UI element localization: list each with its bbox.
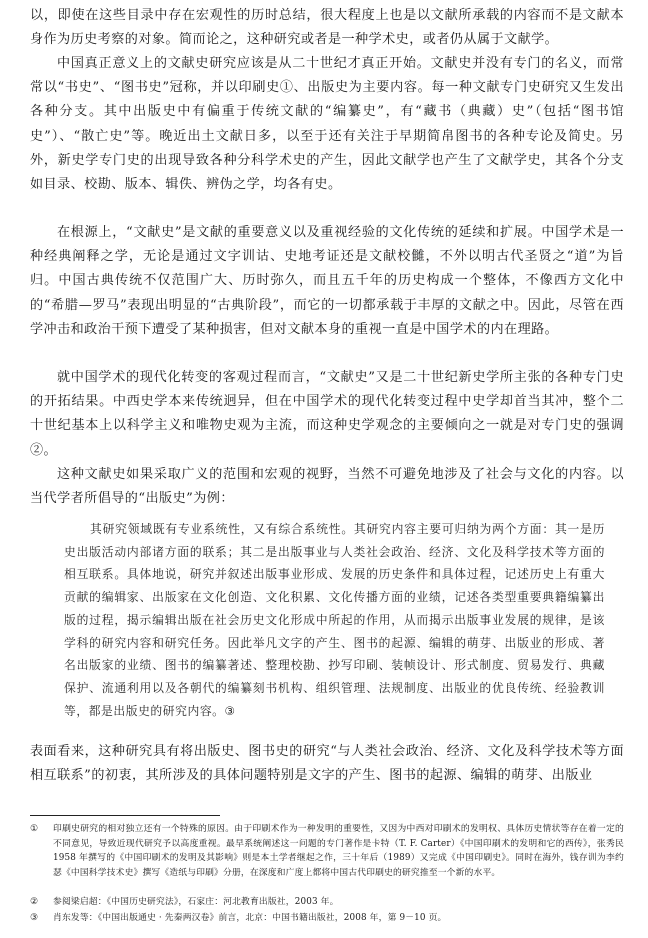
- footnote-mark: ①: [30, 824, 39, 834]
- paragraph-surface-view: 表面看来，这种研究具有将出版史、图书史的研究“与人类社会政治、经济、文化及科学技术等方面相互联系”的初衷，其所涉及的具体问题特别是文字的产生、图书的起源、编辑的萌芽、出版业: [30, 744, 624, 784]
- footnote-mark: ②: [30, 897, 39, 907]
- block-quote: 其研究领域既有专业系统性，又有综合系统性。其研究内容主要可归纳为两个方面：其一是历史出版活动内部诸方面的联系；其二是出版事业与人类社会政治、经济、文化及科学技术等方面的相互联系。具体地说，研究并叙述出版事业形成、发展的历史条件和具体过程，记述历史上有重大贡献的编辑家、出版家在文化创造、文化积累、文化传播方面的业绩，记述各类型重要典籍编纂出版的过程，揭示编辑出版在社会历史文化形成中所起的作用，从而揭示出版事业发展的规律，是该学科的研究内容和研究任务。因此举凡文字的产生、图书的起源、编辑的萌芽、出版业的形成、著名出版家的业绩、图书的编纂著述、整理校勘、抄写印刷、装帧设计、形式制度、贸易发行、典藏保护、流通利用以及各朝代的编纂刻书机构、组织管理、法规制度、出版业的优良传统、经验教训等，都是出版史的研究内容。③: [64, 522, 605, 718]
- paragraph-literature-history-origin: 中国真正意义上的文献史研究应该是从二十世纪才真正开始。文献史并没有专门的名义，而常常以“书史”、“图书史”冠称，并以印刷史①、出版史为主要内容。每一种文献专门史研究又生发出各种分支。其中出版史中有偏重于传统文献的“编纂史”，有“藏书（典藏）史”（包括“图书馆史”）、“散亡史”等。晚近出土文献日多，以至于还有关注于早期简帛图书的各种专论及简史。另外，新史学专门史的出现导致各种分科学术史的产生，因此文献学也产生了文献学史，其各个分支如目录、校勘、版本、辑佚、辨伪之学，均各有史。: [30, 56, 624, 193]
- paragraph-broad-scope: 这种文献史如果采取广义的范围和宏观的视野，当然不可避免地涉及了社会与文化的内容。以当代学者所倡导的“出版史”为例：: [30, 467, 624, 507]
- paragraph-modernization: 就中国学术的现代化转变的客观过程而言，“文献史”又是二十世纪新史学所主张的各种专门史的开拓结果。中西史学本来传统迥异，但在中国学术的现代化转变过程中史学却首当其冲，整个二十世纪基本上以科学主义和唯物史观为主流，而这种史学观念的主要倾向之一就是对专门史的强调②。: [30, 370, 624, 458]
- footnote-2: [30, 895, 624, 910]
- footnote-mark: ③: [30, 913, 39, 923]
- footnote-1: [30, 822, 624, 880]
- footnote-text: 肖东发等：《中国出版通史 · 先秦两汉卷》前言，北京：中国书籍出版社，2008 年，第 9－10 页。: [53, 913, 447, 923]
- footnote-3: [30, 911, 624, 926]
- paragraph-continuation: 以，即使在这些目录中存在宏观性的历时总结，很大程度上也是以文献所承载的内容而不是文献本身作为历史考察的对象。简而论之，这种研究或者是一种学术史，或者仍从属于文献学。: [30, 8, 624, 48]
- footnote-text: 印刷史研究的相对独立还有一个特殊的原因。由于印刷术作为一种发明的重要性，又因为中西对印刷术的发明权、具体历史情状等存在着一定的不同意见，导致近现代研究予以高度重视。最早系统阐述这一问题的专门著作是卡特（T. F. Carter）《中国印刷术的发明和它的西传》，张秀民 1958 年撰写的《中国印刷术的发明及其影响》则是本土学者继起之作，三十年后（1989）又完成《中国印刷史》。同时在海外，钱存训为李约瑟《中国科学技术史》撰写《造纸与印刷》分册，在深度和广度上都将中国古代印刷史的研究推至一个新的水平。: [53, 824, 624, 878]
- paragraph-roots: 在根源上，“文献史”是文献的重要意义以及重视经验的文化传统的延续和扩展。中国学术是一种经典阐释之学，无论是通过文字训诂、史地考证还是文献校雠，不外以明古代圣贤之“道”为旨归。中国古典传统不仅范围广大、历时弥久，而且五千年的历史构成一个整体，不像西方文化中的“希腊—罗马”表现出明显的“古典阶段”，而它的一切都承载于丰厚的文献之中。因此，尽管在西学冲击和政治干预下遭受了某种损害，但对文献本身的重视一直是中国学术的内在理路。: [30, 225, 624, 337]
- footnote-text: 参阅梁启超：《中国历史研究法》，石家庄：河北教育出版社，2003 年。: [53, 897, 339, 907]
- footnote-divider: [30, 815, 220, 816]
